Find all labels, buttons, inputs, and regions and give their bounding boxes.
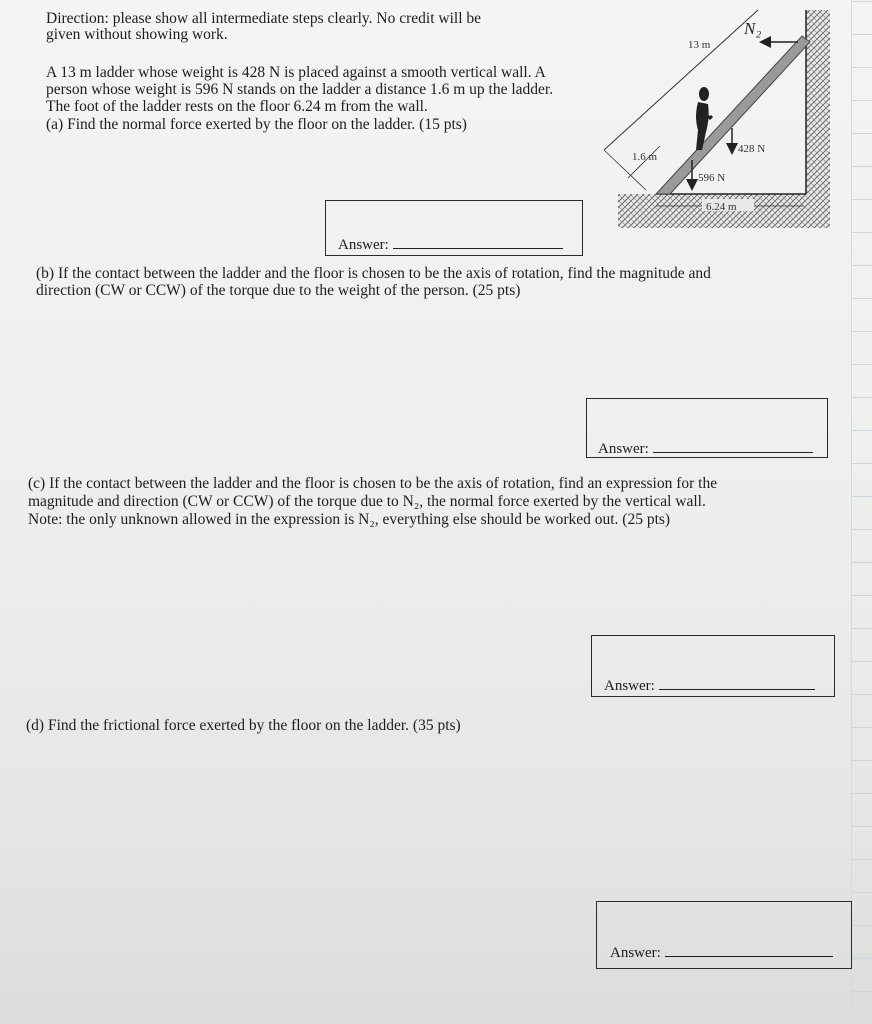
- answer-b-label: Answer:: [598, 441, 649, 457]
- problem-line-1: A 13 m ladder whose weight is 428 N is placed against a smooth vertical wall. A: [46, 64, 546, 81]
- ladder-weight-label: 428 N: [738, 143, 766, 155]
- answer-d: [610, 944, 833, 962]
- n2-label: N₂: [744, 19, 762, 38]
- base-label: 6.24 m: [706, 201, 737, 213]
- graph-paper-edge: [851, 0, 872, 1024]
- part-c-line-2: magnitude and direction (CW or CCW) of the torque due to N₂, the normal force exerted by the vertical wall.: [28, 493, 706, 510]
- answer-c-blank[interactable]: [659, 677, 815, 690]
- answer-c: [604, 677, 815, 695]
- answer-b: [598, 440, 813, 458]
- part-c-line-1: (c) If the contact between the ladder and the floor is chosen to be the axis of rotation, find an expression for the: [28, 475, 718, 492]
- ladder: [656, 36, 810, 194]
- part-b-line-2: direction (CW or CCW) of the torque due to the weight of the person. (25 pts): [36, 282, 521, 299]
- answer-b-blank[interactable]: [653, 440, 813, 453]
- person-weight-label: 596 N: [698, 172, 726, 184]
- ladder-diagram: [598, 0, 834, 232]
- direction-line-1: Direction: please show all intermediate steps clearly. No credit will be: [46, 10, 481, 27]
- answer-a: [338, 236, 563, 254]
- part-d-line-1: (d) Find the frictional force exerted by the floor on the ladder. (35 pts): [26, 717, 461, 734]
- distance-label: 1.6 m: [632, 151, 658, 163]
- answer-a-label: Answer:: [338, 237, 389, 253]
- answer-a-blank[interactable]: [393, 236, 563, 249]
- length-label: 13 m: [688, 39, 711, 51]
- part-c-line-3: Note: the only unknown allowed in the expression is N₂, everything else should be worked out. (25 pts): [28, 511, 671, 528]
- length-dimension-line: [604, 10, 758, 150]
- problem-line-3: The foot of the ladder rests on the floor 6.24 m from the wall.: [46, 98, 428, 115]
- answer-c-label: Answer:: [604, 678, 655, 694]
- answer-d-label: Answer:: [610, 945, 661, 961]
- part-b-line-1: (b) If the contact between the ladder and the floor is chosen to be the axis of rotation, find the magnitude and: [36, 265, 711, 282]
- answer-d-blank[interactable]: [665, 944, 833, 957]
- problem-line-2: person whose weight is 596 N stands on the ladder a distance 1.6 m up the ladder.: [46, 81, 554, 98]
- part-a-question: (a) Find the normal force exerted by the floor on the ladder. (15 pts): [46, 116, 467, 133]
- direction-line-2: given without showing work.: [46, 26, 228, 43]
